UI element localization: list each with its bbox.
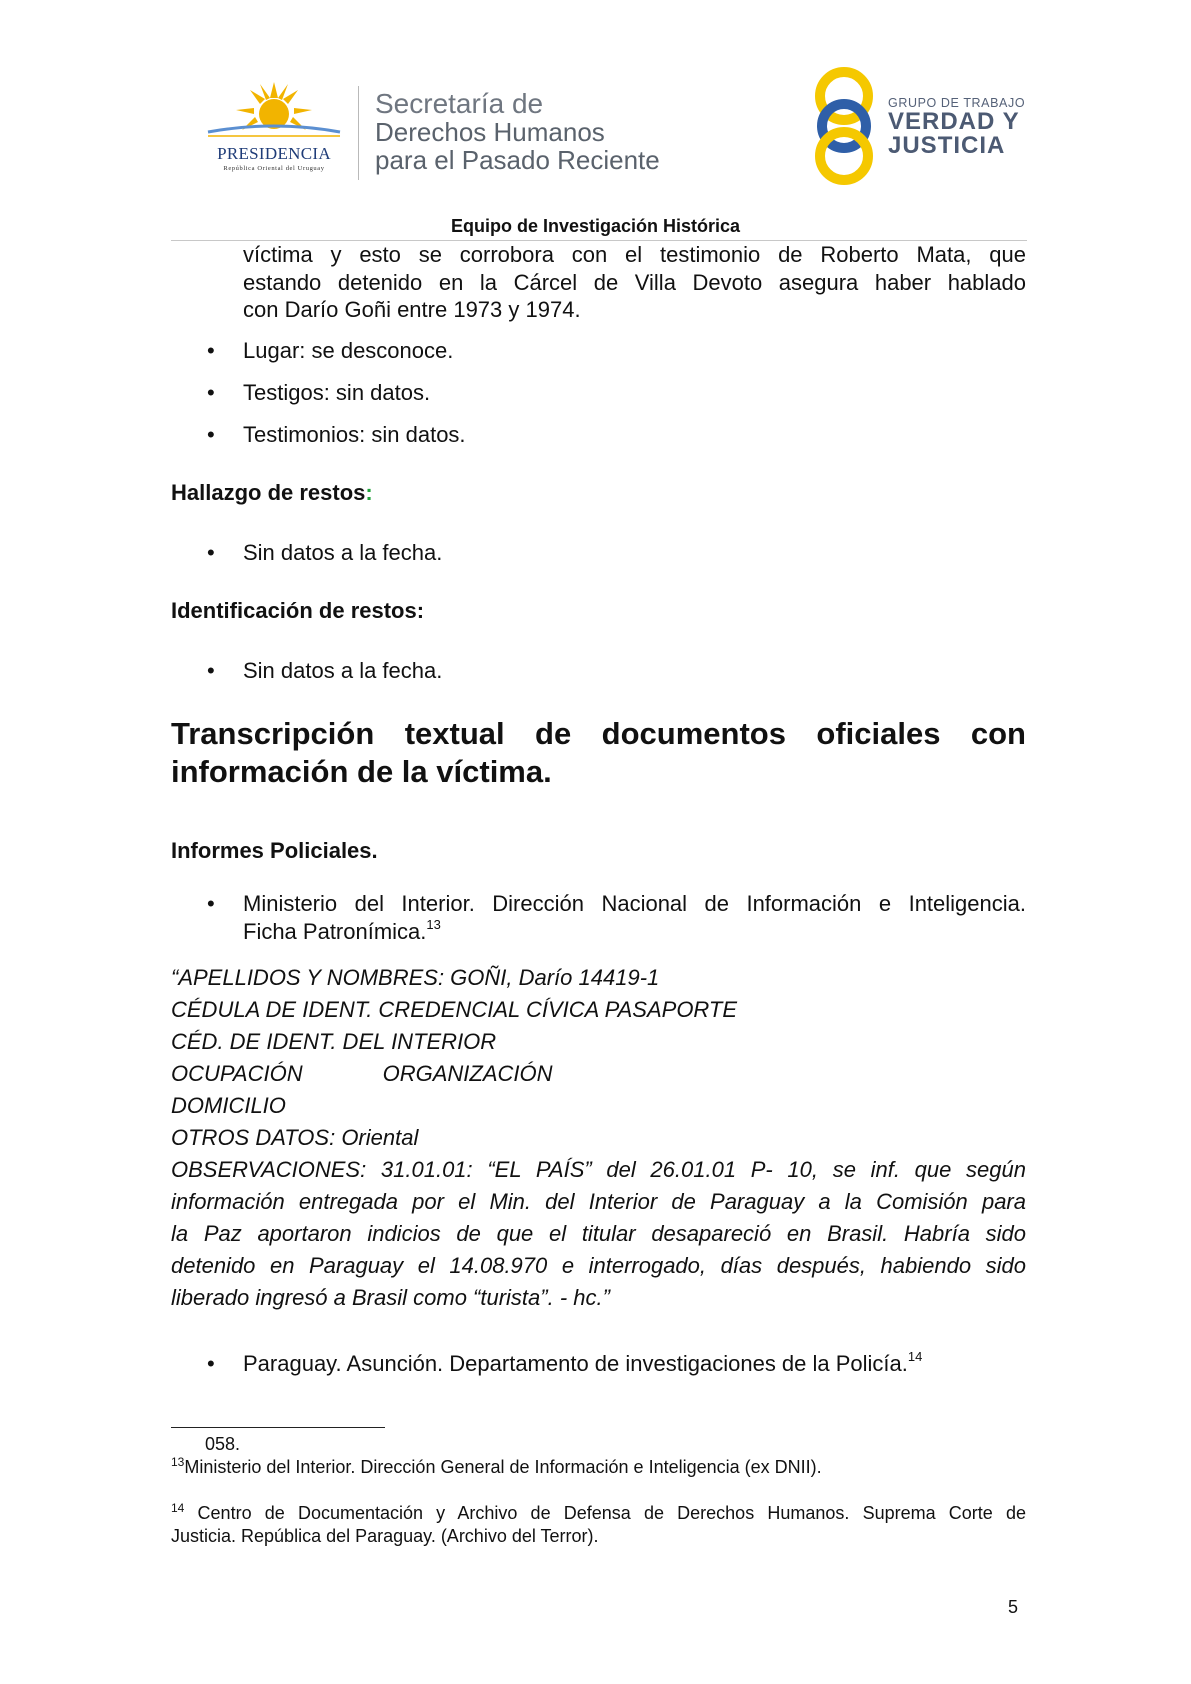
continuation-line-1: víctima y esto se corrobora con el testimonio de Roberto Mata, que — [243, 242, 1026, 267]
footnote-carryover: 058. — [205, 1434, 241, 1454]
quote-organizacion: ORGANIZACIÓN — [382, 1061, 553, 1086]
footnote-13-number: 13 — [171, 1455, 185, 1469]
bullet-icon: • — [207, 380, 215, 405]
footnote-14-number: 14 — [171, 1501, 185, 1515]
grupo-line3: JUSTICIA — [888, 132, 1006, 159]
bullet-text-identificacion: Sin datos a la fecha. — [243, 658, 443, 683]
continuation-line-3: con Darío Goñi entre 1973 y 1974. — [243, 297, 581, 322]
continuation-paragraph — [243, 241, 1026, 324]
heading-informes: Informes Policiales. — [171, 838, 378, 863]
grupo-line1: GRUPO DE TRABAJO — [888, 96, 1026, 110]
bullet-text-hallazgo: Sin datos a la fecha. — [243, 540, 443, 565]
bullet-text-ministerio — [243, 890, 1026, 945]
ministerio-line-2: Ficha Patronímica. — [243, 918, 427, 944]
heading-hallazgo — [171, 480, 373, 506]
heading-hallazgo-colon: : — [365, 480, 373, 505]
footnote-13 — [171, 1456, 1026, 1479]
paraguay-text: Paraguay. Asunción. Departamento de investigaciones de la Policía. — [243, 1351, 908, 1376]
quote-line: liberado ingresó a Brasil como “turista”. - hc.” — [171, 1285, 610, 1310]
heading-identificacion: Identificación de restos: — [171, 598, 425, 623]
quote-line: “APELLIDOS Y NOMBRES: GOÑI, Darío 14419-1 — [171, 965, 660, 990]
footnote-rule — [171, 1427, 385, 1428]
quote-line: la Paz aportaron indicios de que el titular desapareció en Brasil. Habría sido — [171, 1221, 1026, 1246]
quote-line: CÉDULA DE IDENT. CREDENCIAL CÍVICA PASAPORTE — [171, 997, 738, 1022]
quote-line: OBSERVACIONES: 31.01.01: “EL PAÍS” del 26.01.01 P- 10, se inf. que según — [171, 1157, 1026, 1182]
grupo-line2: VERDAD Y — [888, 108, 1020, 135]
quote-line: información entregada por el Min. del Interior de Paraguay a la Comisión para — [171, 1189, 1026, 1214]
secretaria-line2: Derechos Humanos — [375, 117, 605, 147]
continuation-line-2: estando detenido en la Cárcel de Villa Devoto asegura haber hablado — [243, 269, 1026, 295]
quote-line: CÉD. DE IDENT. DEL INTERIOR — [171, 1029, 497, 1054]
heading-hallazgo-text: Hallazgo de restos — [171, 480, 366, 505]
footnote-14-line-2: Justicia. República del Paraguay. (Archivo del Terror). — [171, 1526, 599, 1546]
footnote-ref-13[interactable]: 13 — [426, 916, 441, 932]
section-title — [171, 715, 1026, 791]
team-title: Equipo de Investigación Histórica — [450, 216, 741, 236]
ficha-transcription — [171, 962, 1026, 1314]
bullet-text-lugar: Lugar: se desconoce. — [243, 338, 454, 363]
bullet-icon: • — [207, 540, 215, 565]
bullet-text-testimonios: Testimonios: sin datos. — [243, 422, 466, 447]
bullet-icon: • — [207, 422, 215, 447]
quote-line: DOMICILIO — [171, 1093, 286, 1118]
quote-ocupacion: OCUPACIÓN — [171, 1061, 303, 1086]
footnote-13-text: Ministerio del Interior. Dirección General de Información e Inteligencia (ex DNII). — [184, 1457, 822, 1477]
presidencia-subtitle: República Oriental del Uruguay — [223, 165, 325, 172]
bullet-text-paraguay — [243, 1350, 1026, 1378]
bullet-icon: • — [207, 658, 215, 683]
secretaria-logo-text — [375, 90, 660, 174]
quote-line: detenido en Paraguay el 14.08.970 e interrogado, días después, habiendo sido — [171, 1253, 1026, 1278]
section-title-line-2: información de la víctima. — [171, 754, 552, 789]
bullet-text-testigos: Testigos: sin datos. — [243, 380, 431, 405]
list-item — [171, 890, 1026, 946]
bullet-icon: • — [207, 338, 215, 363]
footnote-14 — [171, 1502, 1026, 1548]
secretaria-line1: Secretaría de — [375, 88, 544, 119]
page-number: 5 — [1008, 1597, 1019, 1617]
grupo-trabajo-logo-text — [888, 96, 1025, 158]
ministerio-line-1: Ministerio del Interior. Dirección Nacional de Información e Inteligencia. — [243, 891, 1026, 916]
bullet-icon: • — [207, 1351, 215, 1376]
footnote-14-line-1 — [171, 1502, 1026, 1525]
logo-divider — [358, 86, 359, 180]
bullet-icon: • — [207, 891, 215, 916]
quote-line-ocupacion — [171, 1058, 1026, 1090]
quote-line: OTROS DATOS: Oriental — [171, 1125, 419, 1150]
footnote-ref-14[interactable]: 14 — [907, 1349, 923, 1364]
secretaria-line3: para el Pasado Reciente — [375, 145, 660, 175]
presidencia-title: PRESIDENCIA — [217, 144, 331, 163]
footnote-14-text: Centro de Documentación y Archivo de Defensa de Derechos Humanos. Suprema Corte de — [197, 1503, 1026, 1523]
section-title-line-1: Transcripción textual de documentos oficiales con — [171, 716, 1026, 751]
